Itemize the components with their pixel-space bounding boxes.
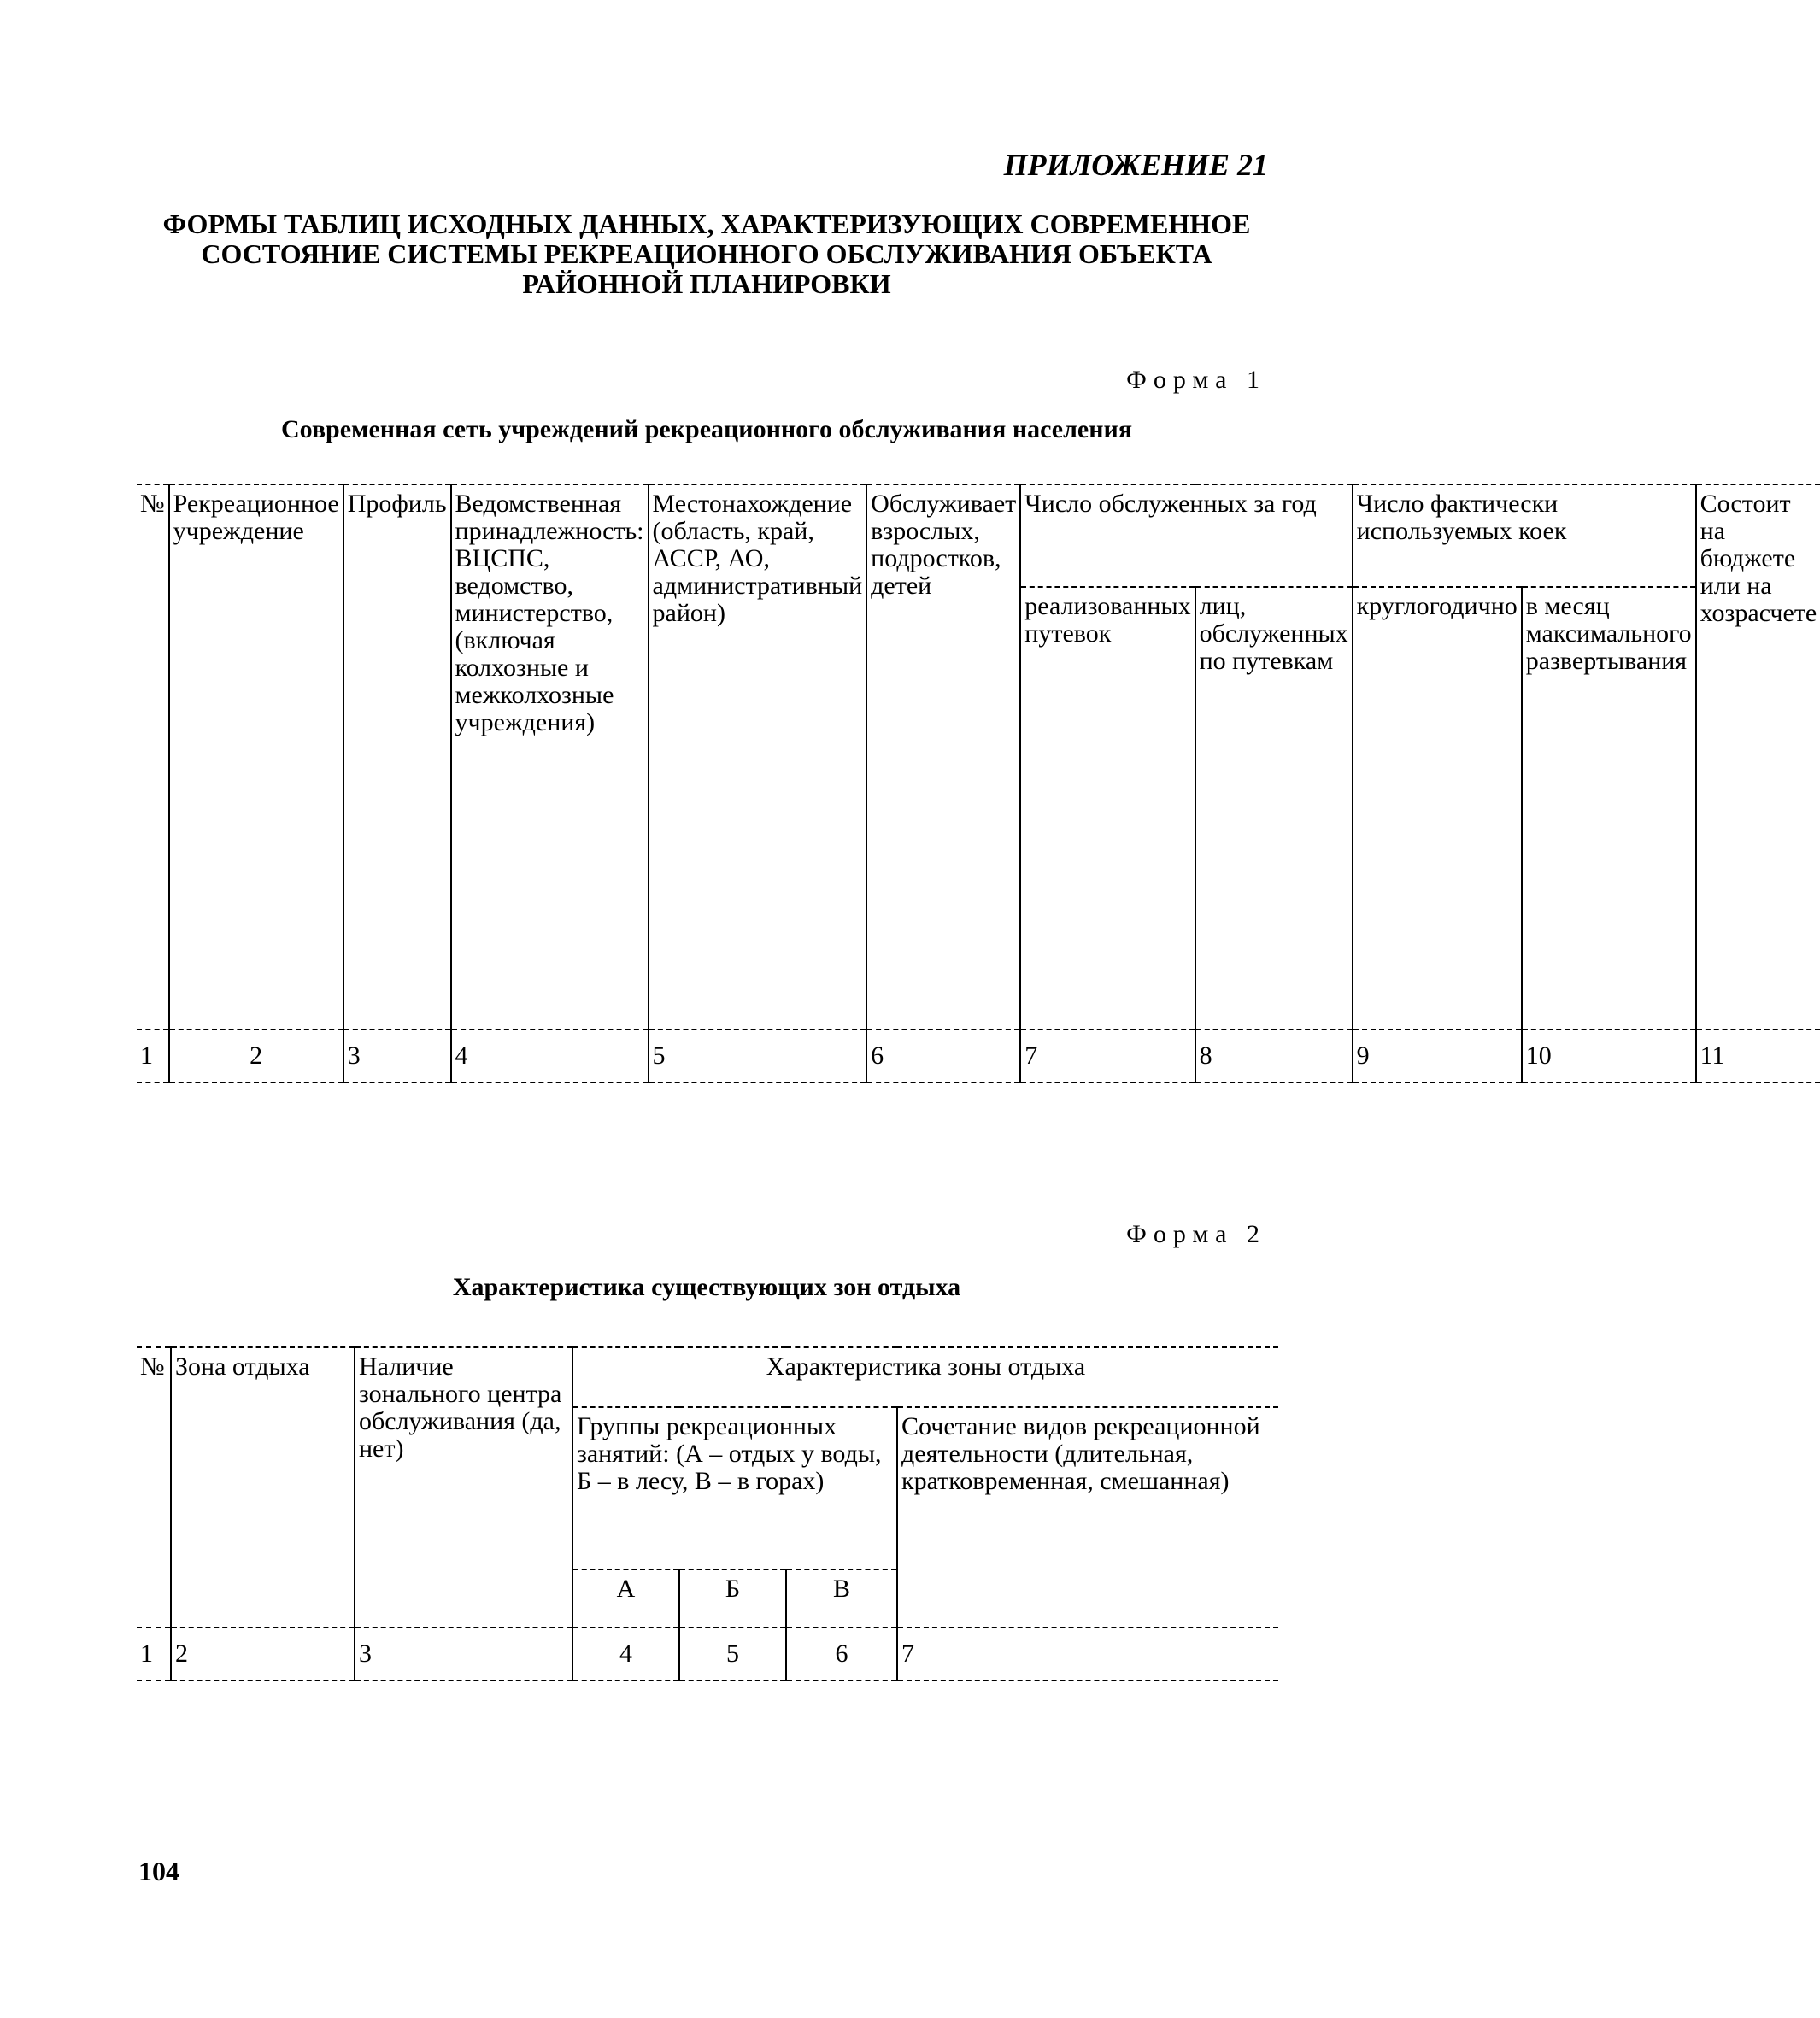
form1-header-beds-used: Число фактически используемых коек bbox=[1353, 484, 1696, 587]
form1-col-number: 4 bbox=[451, 1030, 649, 1082]
form2-col-number: 7 bbox=[897, 1628, 1278, 1681]
form1-subheader-year-round: круглогодично bbox=[1353, 587, 1522, 1030]
form2-table bbox=[137, 1346, 1278, 1681]
form2-header-zone: Зона отдыха bbox=[171, 1347, 355, 1628]
form2-header-number: № bbox=[137, 1347, 171, 1628]
form2-header-characteristic: Характеристика зоны отдыха bbox=[572, 1347, 1278, 1407]
form1-subheader-vouchers-sold: реализованных путевок bbox=[1020, 587, 1195, 1030]
form1-header-profile: Профиль bbox=[343, 484, 451, 1030]
appendix-label: ПРИЛОЖЕНИЕ 21 bbox=[1003, 148, 1268, 182]
form1-title: Современная сеть учреждений рекреационного обслуживания населения bbox=[280, 415, 1133, 443]
form1-label: Форма 1 bbox=[1126, 366, 1266, 394]
form1-col-number: 7 bbox=[1020, 1030, 1195, 1082]
form1-header-serves: Обслуживает взрослых, подростков, детей bbox=[866, 484, 1020, 1030]
form1-header-number: № bbox=[137, 484, 169, 1030]
form2-title: Характеристика существующих зон отдыха bbox=[452, 1273, 961, 1301]
form1-col-number: 9 bbox=[1353, 1030, 1522, 1082]
form2-label: Форма 2 bbox=[1126, 1220, 1266, 1248]
form1-col-number: 5 bbox=[649, 1030, 867, 1082]
form2-col-number: 2 bbox=[171, 1628, 355, 1681]
page-number: 104 bbox=[138, 1856, 179, 1886]
form1-col-number: 6 bbox=[866, 1030, 1020, 1082]
form1-col-number: 3 bbox=[343, 1030, 451, 1082]
form1-subheader-persons-served: лиц, обслуженных по путевкам bbox=[1195, 587, 1353, 1030]
form1-col-number: 10 bbox=[1522, 1030, 1696, 1082]
form2-group-b: Б bbox=[679, 1569, 786, 1628]
form2-header-combination: Сочетание видов рекреационной деятельности (длительная, кратковременная, смешанная) bbox=[897, 1407, 1278, 1628]
page-title: ФОРМЫ ТАБЛИЦ ИСХОДНЫХ ДАННЫХ, ХАРАКТЕРИЗУЮЩИХ СОВРЕМЕННОЕ СОСТОЯНИЕ СИСТЕМЫ РЕКРЕАЦИОННОГО ОБСЛУЖИВАНИЯ ОБЪЕКТА РАЙОННОЙ ПЛАНИРОВКИ bbox=[162, 208, 1251, 299]
form1-table bbox=[137, 484, 1820, 1083]
form1-header-budget: Состоит на бюджете или на хозрасчете bbox=[1696, 484, 1820, 1030]
form1-col-number: 11 bbox=[1696, 1030, 1820, 1082]
form1-header-institution: Рекреационное учреждение bbox=[169, 484, 343, 1030]
form1-header-served-count: Число обслуженных за год bbox=[1020, 484, 1352, 587]
form2-col-number: 3 bbox=[355, 1628, 572, 1681]
form1-header-location: Местонахождение (область, край, АССР, АО, административный район) bbox=[649, 484, 867, 1030]
form2-group-c: В bbox=[786, 1569, 897, 1628]
form1-subheader-max-month: в месяц максимального развертывания bbox=[1522, 587, 1696, 1030]
form2-col-number: 6 bbox=[786, 1628, 897, 1681]
form2-col-number: 5 bbox=[679, 1628, 786, 1681]
form2-header-groups: Группы рекреационных занятий: (А – отдых у воды, Б – в лесу, В – в горах) bbox=[572, 1407, 897, 1569]
form2-header-center: Наличие зонального центра обслуживания (да, нет) bbox=[355, 1347, 572, 1628]
form1-col-number: 1 bbox=[137, 1030, 169, 1082]
form1-header-affiliation: Ведомственная принадлежность: ВЦСПС, ведомство, министерство, (включая колхозные и межколхозные учреждения) bbox=[451, 484, 649, 1030]
form2-col-number: 4 bbox=[572, 1628, 679, 1681]
form1-col-number: 8 bbox=[1195, 1030, 1353, 1082]
form1-col-number: 2 bbox=[169, 1030, 343, 1082]
form2-col-number: 1 bbox=[137, 1628, 171, 1681]
form2-group-a: А bbox=[572, 1569, 679, 1628]
